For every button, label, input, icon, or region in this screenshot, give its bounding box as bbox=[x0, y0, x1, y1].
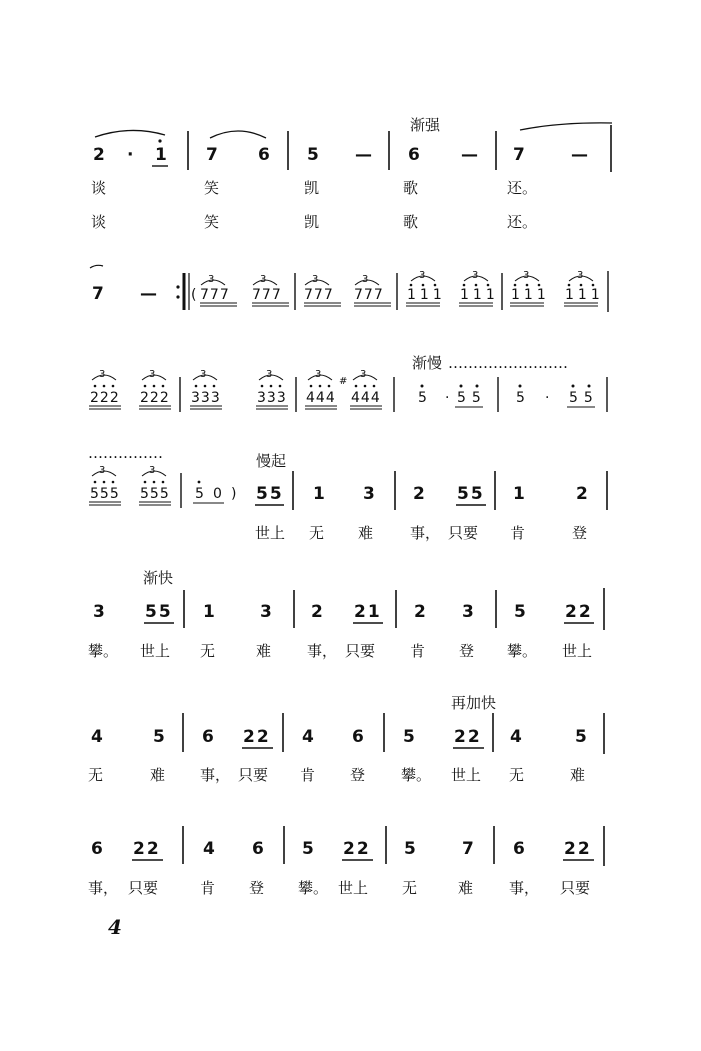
note: 6 bbox=[352, 727, 364, 747]
tempo-faster-still: 再加快 bbox=[451, 694, 497, 712]
note: 7 bbox=[462, 839, 474, 859]
octave-dot bbox=[476, 385, 479, 388]
octave-dot bbox=[162, 385, 165, 388]
octave-dot bbox=[355, 385, 358, 388]
triplet-group bbox=[304, 274, 341, 306]
triplet-mark: 3 bbox=[312, 274, 319, 285]
dash: — bbox=[571, 145, 588, 165]
lyric: 谈 bbox=[91, 213, 107, 231]
note: 5 bbox=[514, 602, 526, 622]
triplet-mark: 3 bbox=[99, 369, 106, 380]
triplet-group bbox=[190, 369, 222, 409]
octave-dot bbox=[270, 385, 273, 388]
note-group: 22 bbox=[565, 602, 593, 622]
lyric: 事， bbox=[509, 879, 540, 897]
note: 6 bbox=[91, 839, 103, 859]
slur-arc bbox=[520, 123, 612, 130]
octave-dot bbox=[94, 385, 97, 388]
note: 2 bbox=[93, 145, 105, 165]
triplet-group bbox=[354, 274, 391, 306]
sharp-sign: # bbox=[339, 376, 348, 387]
triplet-group bbox=[89, 369, 121, 409]
note-group: 55 bbox=[457, 484, 485, 504]
dash: — bbox=[461, 145, 478, 165]
note: 6 bbox=[408, 145, 420, 165]
tempo-accelerando: 渐快 bbox=[143, 569, 174, 587]
octave-dot bbox=[319, 385, 322, 388]
octave-dot bbox=[519, 385, 522, 388]
note: 2 bbox=[414, 602, 426, 622]
lyric: 难 bbox=[358, 524, 374, 542]
note-group: 55 bbox=[145, 602, 173, 622]
lyric: 世上 bbox=[338, 879, 369, 897]
repeat-dot bbox=[176, 285, 179, 288]
lyric: 登 bbox=[572, 524, 588, 542]
lyric: 事， bbox=[88, 879, 119, 897]
triplet-group bbox=[459, 270, 499, 306]
note-group: 555 bbox=[140, 486, 170, 502]
note-group: 777 bbox=[252, 287, 282, 303]
lyric: 难 bbox=[458, 879, 474, 897]
note-dot: · bbox=[445, 390, 450, 406]
triplet-mark: 3 bbox=[99, 465, 106, 476]
lyric: 难 bbox=[256, 642, 272, 660]
octave-dot bbox=[592, 284, 595, 287]
lyric: 凯 bbox=[304, 213, 320, 231]
note: 3 bbox=[363, 484, 375, 504]
note: 4 bbox=[510, 727, 522, 747]
slur-arc bbox=[95, 130, 165, 137]
lyric: 谈 bbox=[91, 179, 107, 197]
dash: — bbox=[140, 284, 157, 304]
note: 5 bbox=[418, 390, 427, 406]
note: 3 bbox=[462, 602, 474, 622]
triplet-group bbox=[89, 465, 121, 505]
lyric: 只要 bbox=[448, 524, 479, 542]
lyric: 只要 bbox=[238, 766, 269, 784]
triplet-group bbox=[256, 369, 288, 409]
octave-dot bbox=[526, 284, 529, 287]
triplet-group bbox=[350, 369, 382, 409]
triplet-group bbox=[305, 369, 337, 409]
triplet-mark: 3 bbox=[360, 369, 367, 380]
note: 3 bbox=[260, 602, 272, 622]
lyric: 歌 bbox=[403, 213, 419, 231]
slur-arc bbox=[210, 131, 266, 138]
octave-dot bbox=[568, 284, 571, 287]
lyric: 笑 bbox=[204, 179, 220, 197]
lyric: 登 bbox=[459, 642, 475, 660]
triplet-group bbox=[200, 274, 237, 306]
note-group: 21 bbox=[354, 602, 382, 622]
octave-dot bbox=[144, 481, 147, 484]
lyric: 无 bbox=[88, 766, 104, 784]
lyric: 歌 bbox=[403, 179, 419, 197]
lyric: 肯 bbox=[300, 766, 316, 784]
note: 6 bbox=[513, 839, 525, 859]
triplet-mark: 3 bbox=[362, 274, 369, 285]
note-dot: · bbox=[127, 145, 134, 165]
note: 6 bbox=[258, 145, 270, 165]
octave-dot bbox=[421, 385, 424, 388]
note: 5 bbox=[575, 727, 587, 747]
octave-dot bbox=[463, 284, 466, 287]
lyric: 只要 bbox=[560, 879, 591, 897]
octave-dot bbox=[94, 481, 97, 484]
octave-dot bbox=[144, 385, 147, 388]
note: 7 bbox=[513, 145, 525, 165]
triplet-group bbox=[510, 270, 550, 306]
octave-dot bbox=[364, 385, 367, 388]
triplet-group bbox=[406, 270, 446, 306]
lyric: 世上 bbox=[255, 524, 286, 542]
triplet-group bbox=[252, 274, 289, 306]
note: 5 bbox=[403, 727, 415, 747]
note: 7 bbox=[206, 145, 218, 165]
triplet-mark: 3 bbox=[260, 274, 267, 285]
note: 5 bbox=[195, 486, 204, 502]
lyric: 世上 bbox=[451, 766, 482, 784]
lyric: 只要 bbox=[345, 642, 376, 660]
triplet-mark: 3 bbox=[523, 270, 530, 281]
note-group: 777 bbox=[354, 287, 384, 303]
lyric: 无 bbox=[509, 766, 525, 784]
lyric: 世上 bbox=[562, 642, 593, 660]
triplet-group bbox=[139, 465, 171, 505]
note: 1 bbox=[203, 602, 215, 622]
repeat-dot bbox=[176, 295, 179, 298]
octave-dot bbox=[261, 385, 264, 388]
note: 1 bbox=[313, 484, 325, 504]
note-rest: 0 bbox=[213, 486, 222, 502]
lyric: 攀。 bbox=[401, 766, 432, 784]
note-group: 111 bbox=[511, 287, 550, 303]
note: 5 bbox=[153, 727, 165, 747]
note-group: 222 bbox=[140, 390, 170, 406]
triplet-mark: 3 bbox=[472, 270, 479, 281]
note: 5 bbox=[302, 839, 314, 859]
note: 5 bbox=[307, 145, 319, 165]
note-group: 444 bbox=[306, 390, 336, 406]
lyric: 攀。 bbox=[88, 642, 119, 660]
dynamic-crescendo: 渐强 bbox=[410, 116, 441, 134]
lyric: 凯 bbox=[304, 179, 320, 197]
octave-dot bbox=[103, 481, 106, 484]
lyric: 无 bbox=[309, 524, 325, 542]
note: 5 bbox=[516, 390, 525, 406]
note-group: 333 bbox=[257, 390, 287, 406]
octave-dot bbox=[153, 385, 156, 388]
octave-dot bbox=[434, 284, 437, 287]
octave-dot bbox=[422, 284, 425, 287]
note: 4 bbox=[302, 727, 314, 747]
note-group: 111 bbox=[565, 287, 604, 303]
octave-dot bbox=[158, 139, 161, 142]
note: 1 bbox=[155, 145, 167, 165]
note-group: 22 bbox=[343, 839, 371, 859]
page-number: 4 bbox=[108, 915, 122, 939]
lyric: 登 bbox=[249, 879, 265, 897]
octave-dot bbox=[580, 284, 583, 287]
lyric: 攀。 bbox=[298, 879, 329, 897]
note: 4 bbox=[91, 727, 103, 747]
octave-dot bbox=[112, 481, 115, 484]
octave-dot bbox=[514, 284, 517, 287]
note-dot: · bbox=[545, 390, 550, 406]
octave-dot bbox=[198, 481, 201, 484]
note-group: 55 bbox=[569, 390, 599, 406]
octave-dot bbox=[475, 284, 478, 287]
note: 2 bbox=[413, 484, 425, 504]
lyric: 还。 bbox=[507, 213, 538, 231]
note: 2 bbox=[576, 484, 588, 504]
paren-close: ) bbox=[231, 486, 237, 502]
lyric: 登 bbox=[350, 766, 366, 784]
note: 7 bbox=[92, 284, 104, 304]
tempo-ritardando: 渐慢 bbox=[412, 354, 443, 372]
octave-dot bbox=[103, 385, 106, 388]
lyric: 肯 bbox=[200, 879, 216, 897]
lyric: 难 bbox=[570, 766, 586, 784]
note-group: 22 bbox=[243, 727, 271, 747]
lyric: 无 bbox=[200, 642, 216, 660]
note-group: 55 bbox=[256, 484, 284, 504]
lyric: 肯 bbox=[510, 524, 526, 542]
paren-open: ( bbox=[191, 287, 197, 303]
octave-dot bbox=[195, 385, 198, 388]
tie-arc bbox=[90, 265, 103, 268]
octave-dot bbox=[153, 481, 156, 484]
note: 2 bbox=[311, 602, 323, 622]
triplet-mark: 3 bbox=[149, 465, 156, 476]
note-group: 111 bbox=[407, 287, 446, 303]
lyric: 事， bbox=[410, 524, 441, 542]
octave-dot bbox=[487, 284, 490, 287]
octave-dot bbox=[460, 385, 463, 388]
note-group: 111 bbox=[460, 287, 499, 303]
triplet-group bbox=[564, 270, 604, 306]
note-group: 222 bbox=[90, 390, 120, 406]
note: 1 bbox=[513, 484, 525, 504]
lyric: 事， bbox=[200, 766, 231, 784]
lyric: 肯 bbox=[410, 642, 426, 660]
note-group: 777 bbox=[200, 287, 230, 303]
octave-dot bbox=[410, 284, 413, 287]
lyric: 事， bbox=[307, 642, 338, 660]
note: 5 bbox=[404, 839, 416, 859]
triplet-mark: 3 bbox=[315, 369, 322, 380]
octave-dot bbox=[162, 481, 165, 484]
octave-dot bbox=[204, 385, 207, 388]
octave-dot bbox=[279, 385, 282, 388]
dotted-extension: …………… bbox=[88, 444, 163, 462]
lyric: 只要 bbox=[128, 879, 159, 897]
lyric: 难 bbox=[150, 766, 166, 784]
triplet-mark: 3 bbox=[149, 369, 156, 380]
note: 4 bbox=[203, 839, 215, 859]
note-group: 555 bbox=[90, 486, 120, 502]
triplet-mark: 3 bbox=[208, 274, 215, 285]
lyric: 世上 bbox=[140, 642, 171, 660]
dash: — bbox=[355, 145, 372, 165]
note: 6 bbox=[202, 727, 214, 747]
triplet-group bbox=[139, 369, 171, 409]
triplet-mark: 3 bbox=[200, 369, 207, 380]
tempo-slow-start: 慢起 bbox=[256, 452, 287, 470]
note-group: 22 bbox=[133, 839, 161, 859]
note-group: 777 bbox=[304, 287, 334, 303]
note-group: 444 bbox=[351, 390, 381, 406]
octave-dot bbox=[373, 385, 376, 388]
octave-dot bbox=[310, 385, 313, 388]
octave-dot bbox=[213, 385, 216, 388]
note-group: 333 bbox=[191, 390, 221, 406]
octave-dot bbox=[588, 385, 591, 388]
octave-dot bbox=[538, 284, 541, 287]
octave-dot bbox=[572, 385, 575, 388]
octave-dot bbox=[112, 385, 115, 388]
note: 3 bbox=[93, 602, 105, 622]
octave-dot bbox=[328, 385, 331, 388]
note: 6 bbox=[252, 839, 264, 859]
triplet-mark: 3 bbox=[577, 270, 584, 281]
lyric: 笑 bbox=[204, 213, 220, 231]
note-group: 22 bbox=[564, 839, 592, 859]
triplet-mark: 3 bbox=[266, 369, 273, 380]
dotted-extension: …………………… bbox=[448, 354, 568, 372]
lyric: 攀。 bbox=[507, 642, 538, 660]
triplet-mark: 3 bbox=[419, 270, 426, 281]
note-group: 55 bbox=[457, 390, 487, 406]
lyric: 无 bbox=[402, 879, 418, 897]
note-group: 22 bbox=[454, 727, 482, 747]
lyric: 还。 bbox=[507, 179, 538, 197]
